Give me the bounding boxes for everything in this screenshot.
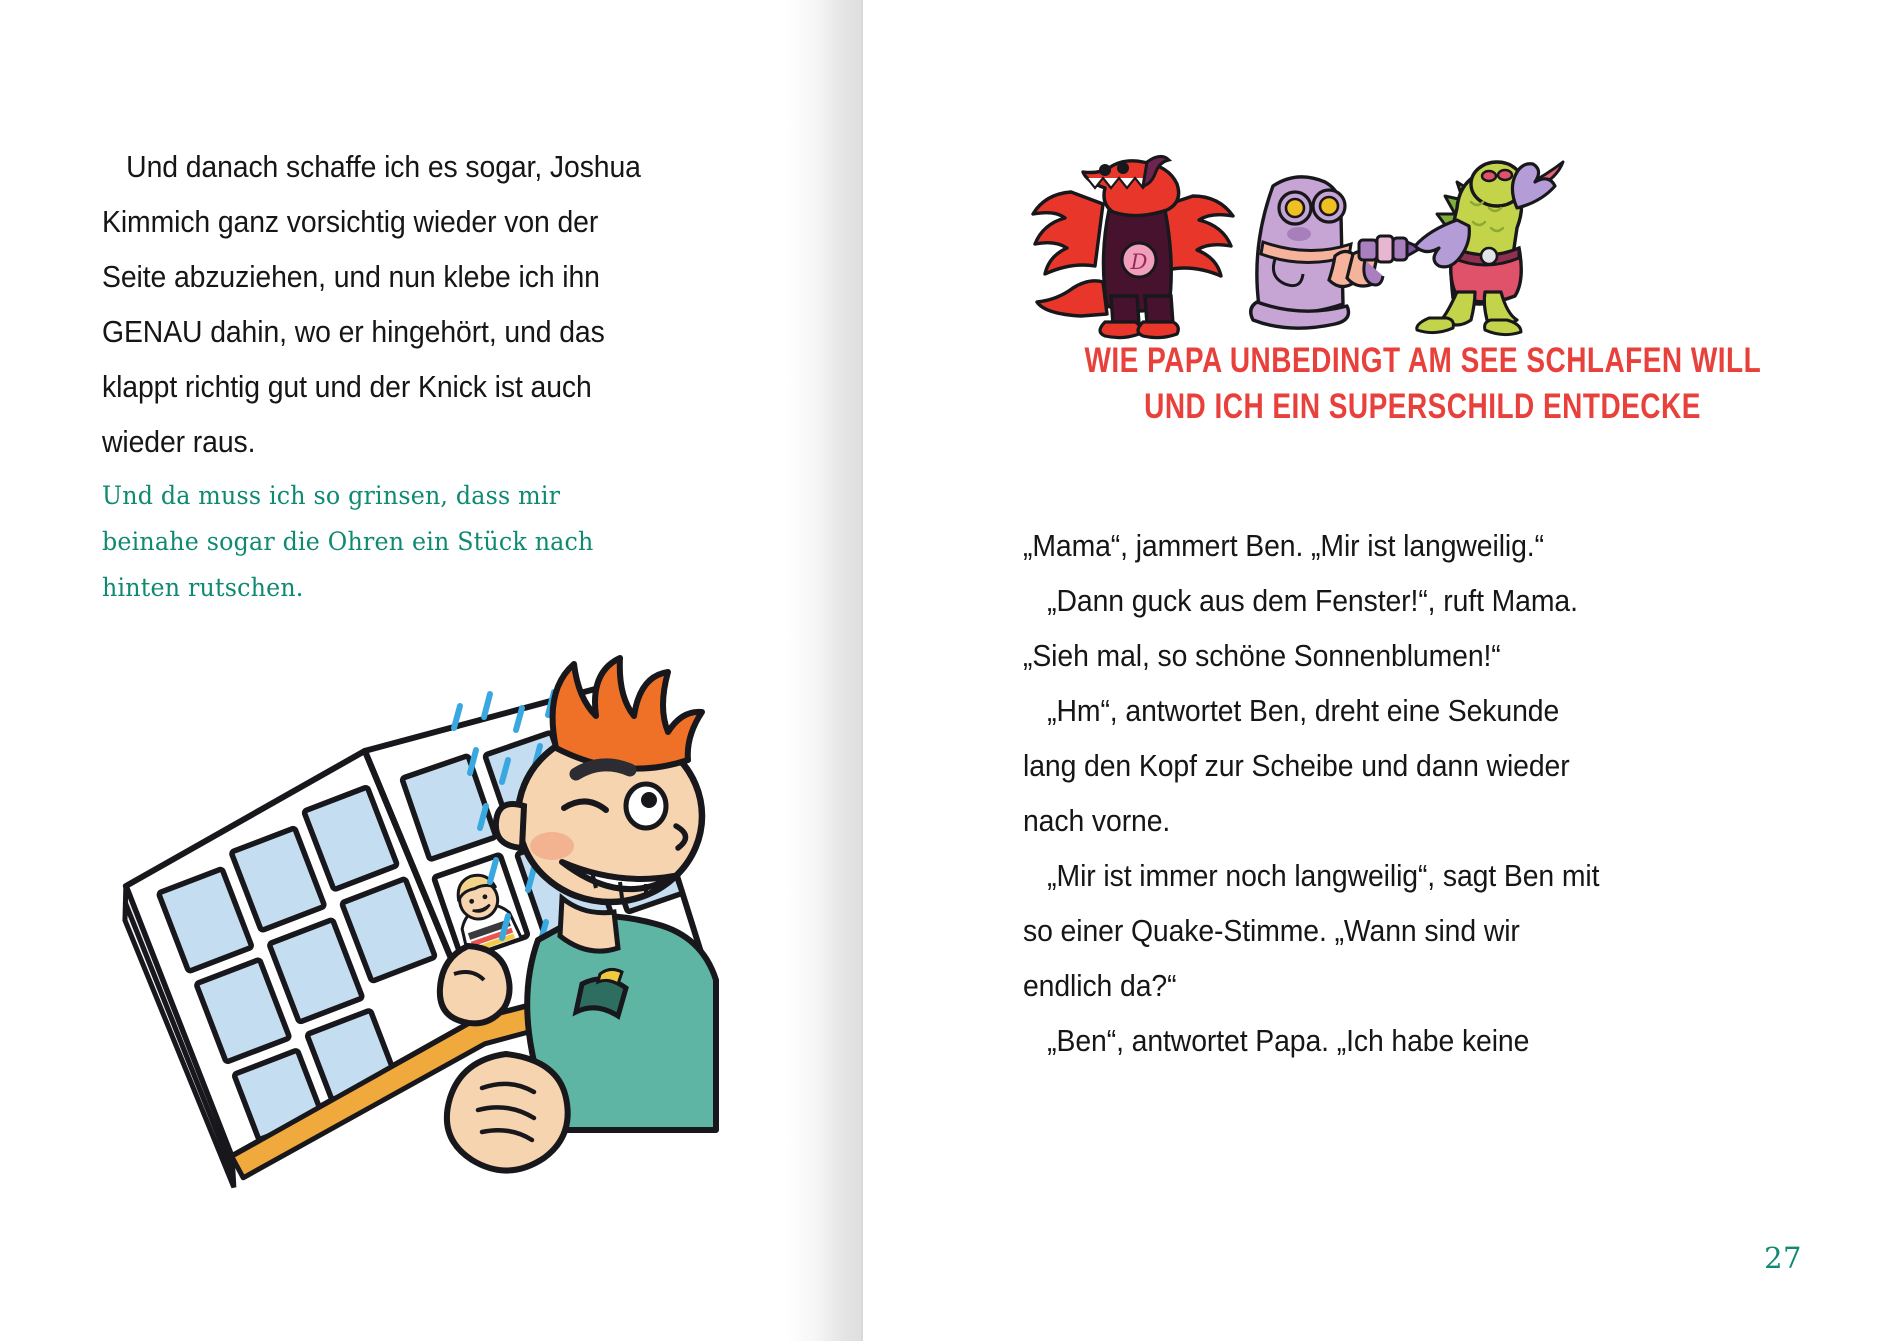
robot-character — [1251, 177, 1421, 328]
left-page-body-text — [102, 140, 682, 470]
monsters-illustration — [1005, 150, 1625, 335]
headline-line-1: WIE PAPA UNBEDINGT AM SEE SCHLAFEN WILL — [1084, 341, 1762, 380]
paragraph: „Mir ist immer noch langweilig“, sagt Ben mit so einer Quake-Stimme. „Wann sind wir endlich da?“ — [1023, 859, 1600, 1003]
monsters-art — [1033, 156, 1563, 337]
dragon-character — [1033, 156, 1233, 337]
album-illustration-art — [98, 658, 731, 1193]
chapter-headline — [1085, 338, 1761, 430]
paragraph: „Dann guck aus dem Fenster!“, ruft Mama. „Sieh mal, so schöne Sonnenblumen!“ — [1023, 584, 1578, 673]
green-highlight-note: Und da muss ich so grinsen, dass mir beinahe sogar die Ohren ein Stück nach hinten rutschen. — [102, 481, 594, 602]
paragraph: Und danach schaffe ich es sogar, Joshua Kimmich ganz vorsichtig wieder von der Seite abzuziehen, und nun klebe ich ihn GENAU dahin, wo er hingehört, und das klappt richtig gut und der Knick ist auch wieder raus. — [102, 150, 641, 459]
sticker-album-illustration — [130, 610, 750, 1130]
paragraph: „Mama“, jammert Ben. „Mir ist langweilig.“ — [1023, 529, 1544, 563]
paragraph: „Hm“, antwortet Ben, dreht eine Sekunde lang den Kopf zur Scheibe und dann wieder nach vorne. — [1023, 694, 1570, 838]
right-page — [945, 0, 1890, 1341]
page-number: 27 — [1764, 1241, 1802, 1275]
right-page-body-text — [1023, 519, 1643, 1069]
headline-line-2: UND ICH EIN SUPERSCHILD ENTDECKE — [1144, 387, 1701, 426]
ray-gun — [1359, 236, 1421, 285]
lizard-character — [1415, 162, 1563, 335]
dragon-badge-letter: D — [1130, 250, 1148, 274]
paragraph: „Ben“, antwortet Papa. „Ich habe keine — [1047, 1024, 1530, 1058]
